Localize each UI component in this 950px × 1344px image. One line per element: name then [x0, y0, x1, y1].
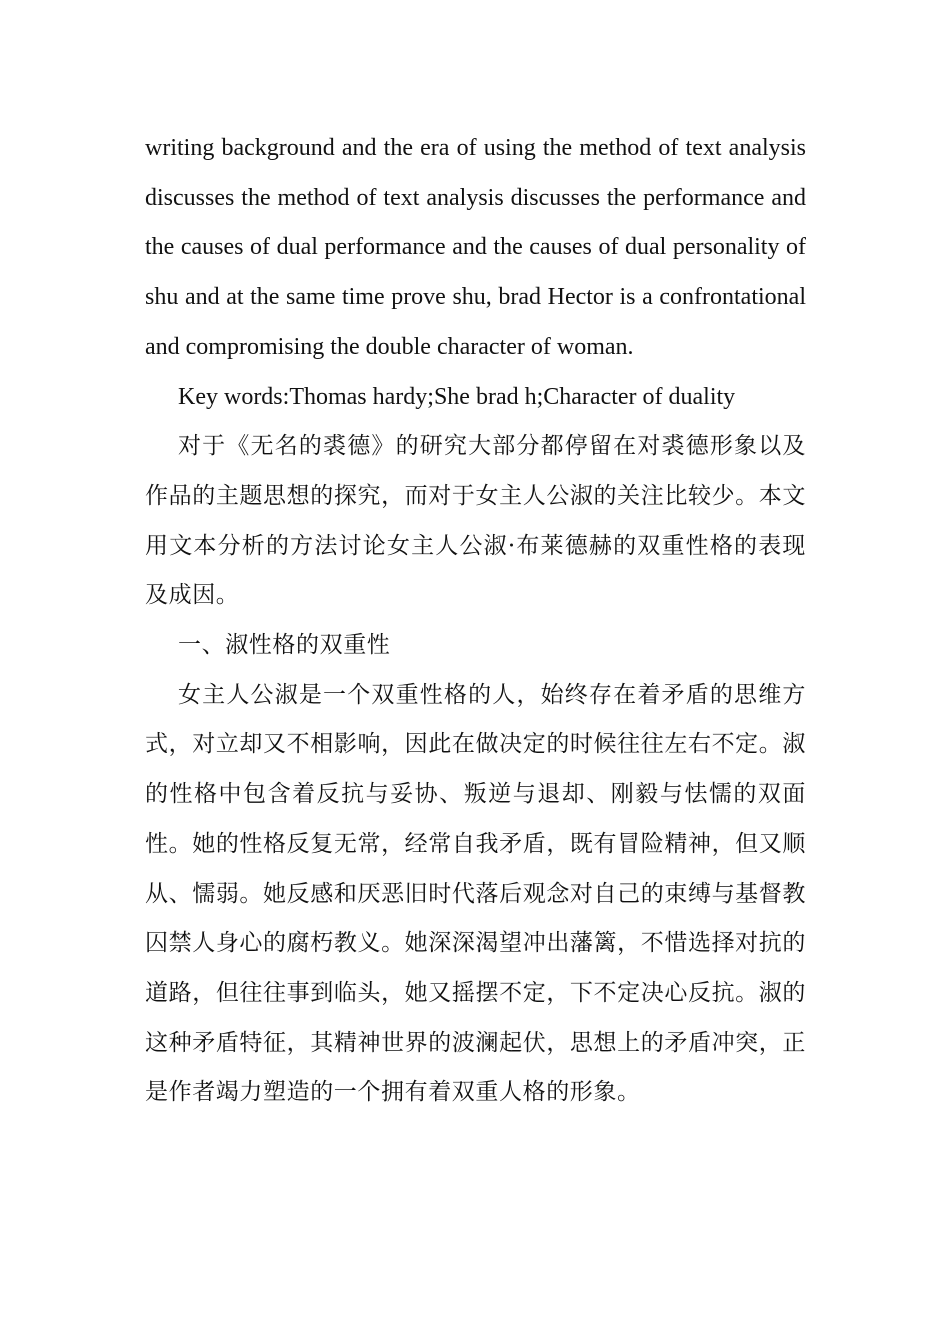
body-paragraph: 女主人公淑是一个双重性格的人，始终存在着矛盾的思维方式，对立却又不相影响，因此在做决定的时候往往左右不定。淑的性格中包含着反抗与妥协、叛逆与退却、刚毅与怯懦的双面性。她的性格反复无常，经常自我矛盾，既有冒险精神，但又顺从、懦弱。她反感和厌恶旧时代落后观念对自己的束缚与基督教囚禁人身心的腐朽教义。她深深渴望冲出藩篱，不惜选择对抗的道路，但往往事到临头，她又摇摆不定，下不定决心反抗。淑的这种矛盾特征，其精神世界的波澜起伏，思想上的矛盾冲突，正是作者竭力塑造的一个拥有着双重人格的形象。 — [145, 681, 806, 1106]
section-heading: 一、淑性格的双重性 — [178, 632, 391, 659]
intro-paragraph: 对于《无名的裘德》的研究大部分都停留在对裘德形象以及作品的主题思想的探究，而对于女主人公淑的关注比较少。本文用文本分析的方法讨论女主人公淑·布莱德赫的双重性格的表现及成因。 — [145, 433, 806, 609]
document-page — [145, 124, 806, 1118]
keywords-line: Key words:Thomas hardy;She brad h;Character of duality — [178, 383, 736, 410]
abstract-paragraph: writing background and the era of using the method of text analysis discusses the method of text analysis discusses the performance and the causes of dual performance and the causes of dual personality of shu and at the same time prove shu, brad Hector is a confrontational and compromising the double character of woman. — [145, 135, 806, 360]
